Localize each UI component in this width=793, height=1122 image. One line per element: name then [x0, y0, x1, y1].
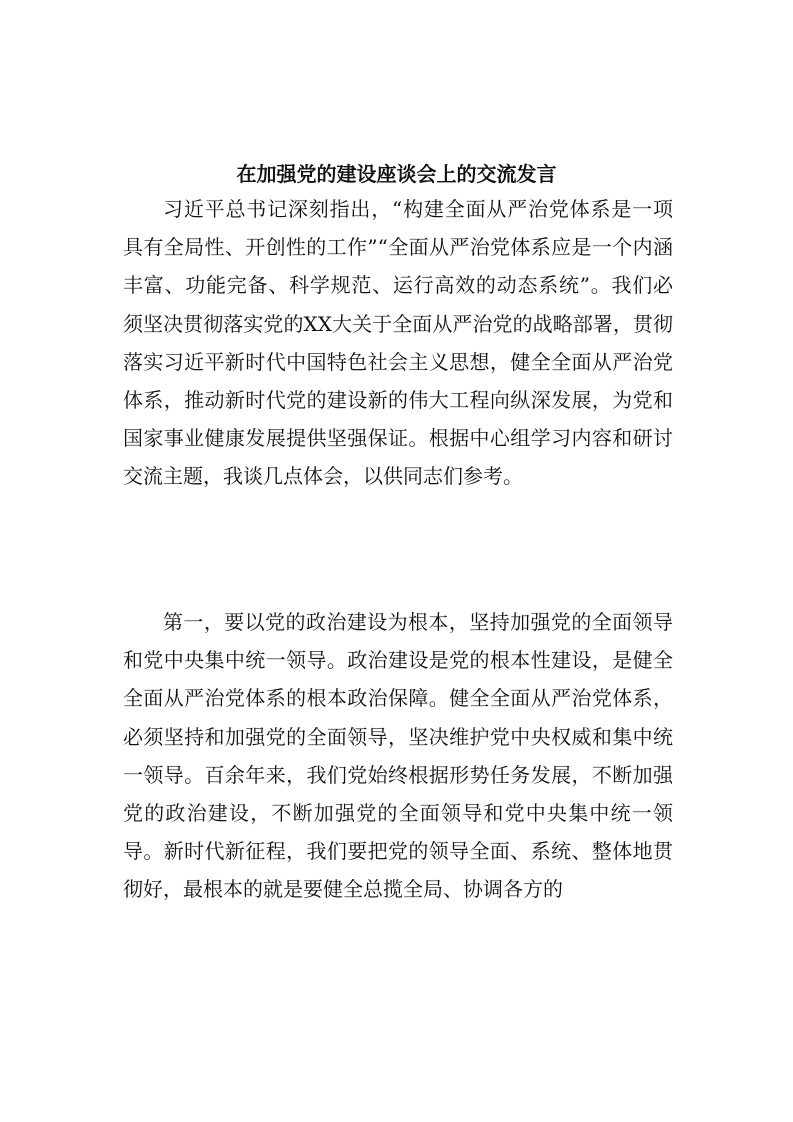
document-title: 在加强党的建设座谈会上的交流发言 — [236, 162, 557, 186]
paragraph-point-one: 第一，要以党的政治建设为根本，坚持加强党的全面领导和党中央集中统一领导。政治建设是党的根本性建设，是健全全面从严治党体系的根本政治保障。健全全面从严治党体系，必须坚持和加强党的全面领导，坚决维护党中央权威和集中统一领导。百余年来，我们党始终根据形势任务发展，不断加强党的政治建设，不断加强党的全面领导和党中央集中统一领导。新时代新征程，我们要把党的领导全面、系统、整体地贯彻好，最根本的就是要健全总揽全局、协调各方的 — [123, 610, 673, 902]
paragraph-intro: 习近平总书记深刻指出，“构建全面从严治党体系是一项具有全局性、开创性的工作”“全面从严治党体系应是一个内涵丰富、功能完备、科学规范、运行高效的动态系统”。我们必须坚决贯彻落实党的XX大关于全面从严治党的战略部署，贯彻落实习近平新时代中国特色社会主义思想，健全全面从严治党体系，推动新时代党的建设新的伟大工程向纵深发展，为党和国家事业健康发展提供坚强保证。根据中心组学习内容和研讨交流主题，我谈几点体会，以供同志们参考。 — [123, 197, 673, 489]
